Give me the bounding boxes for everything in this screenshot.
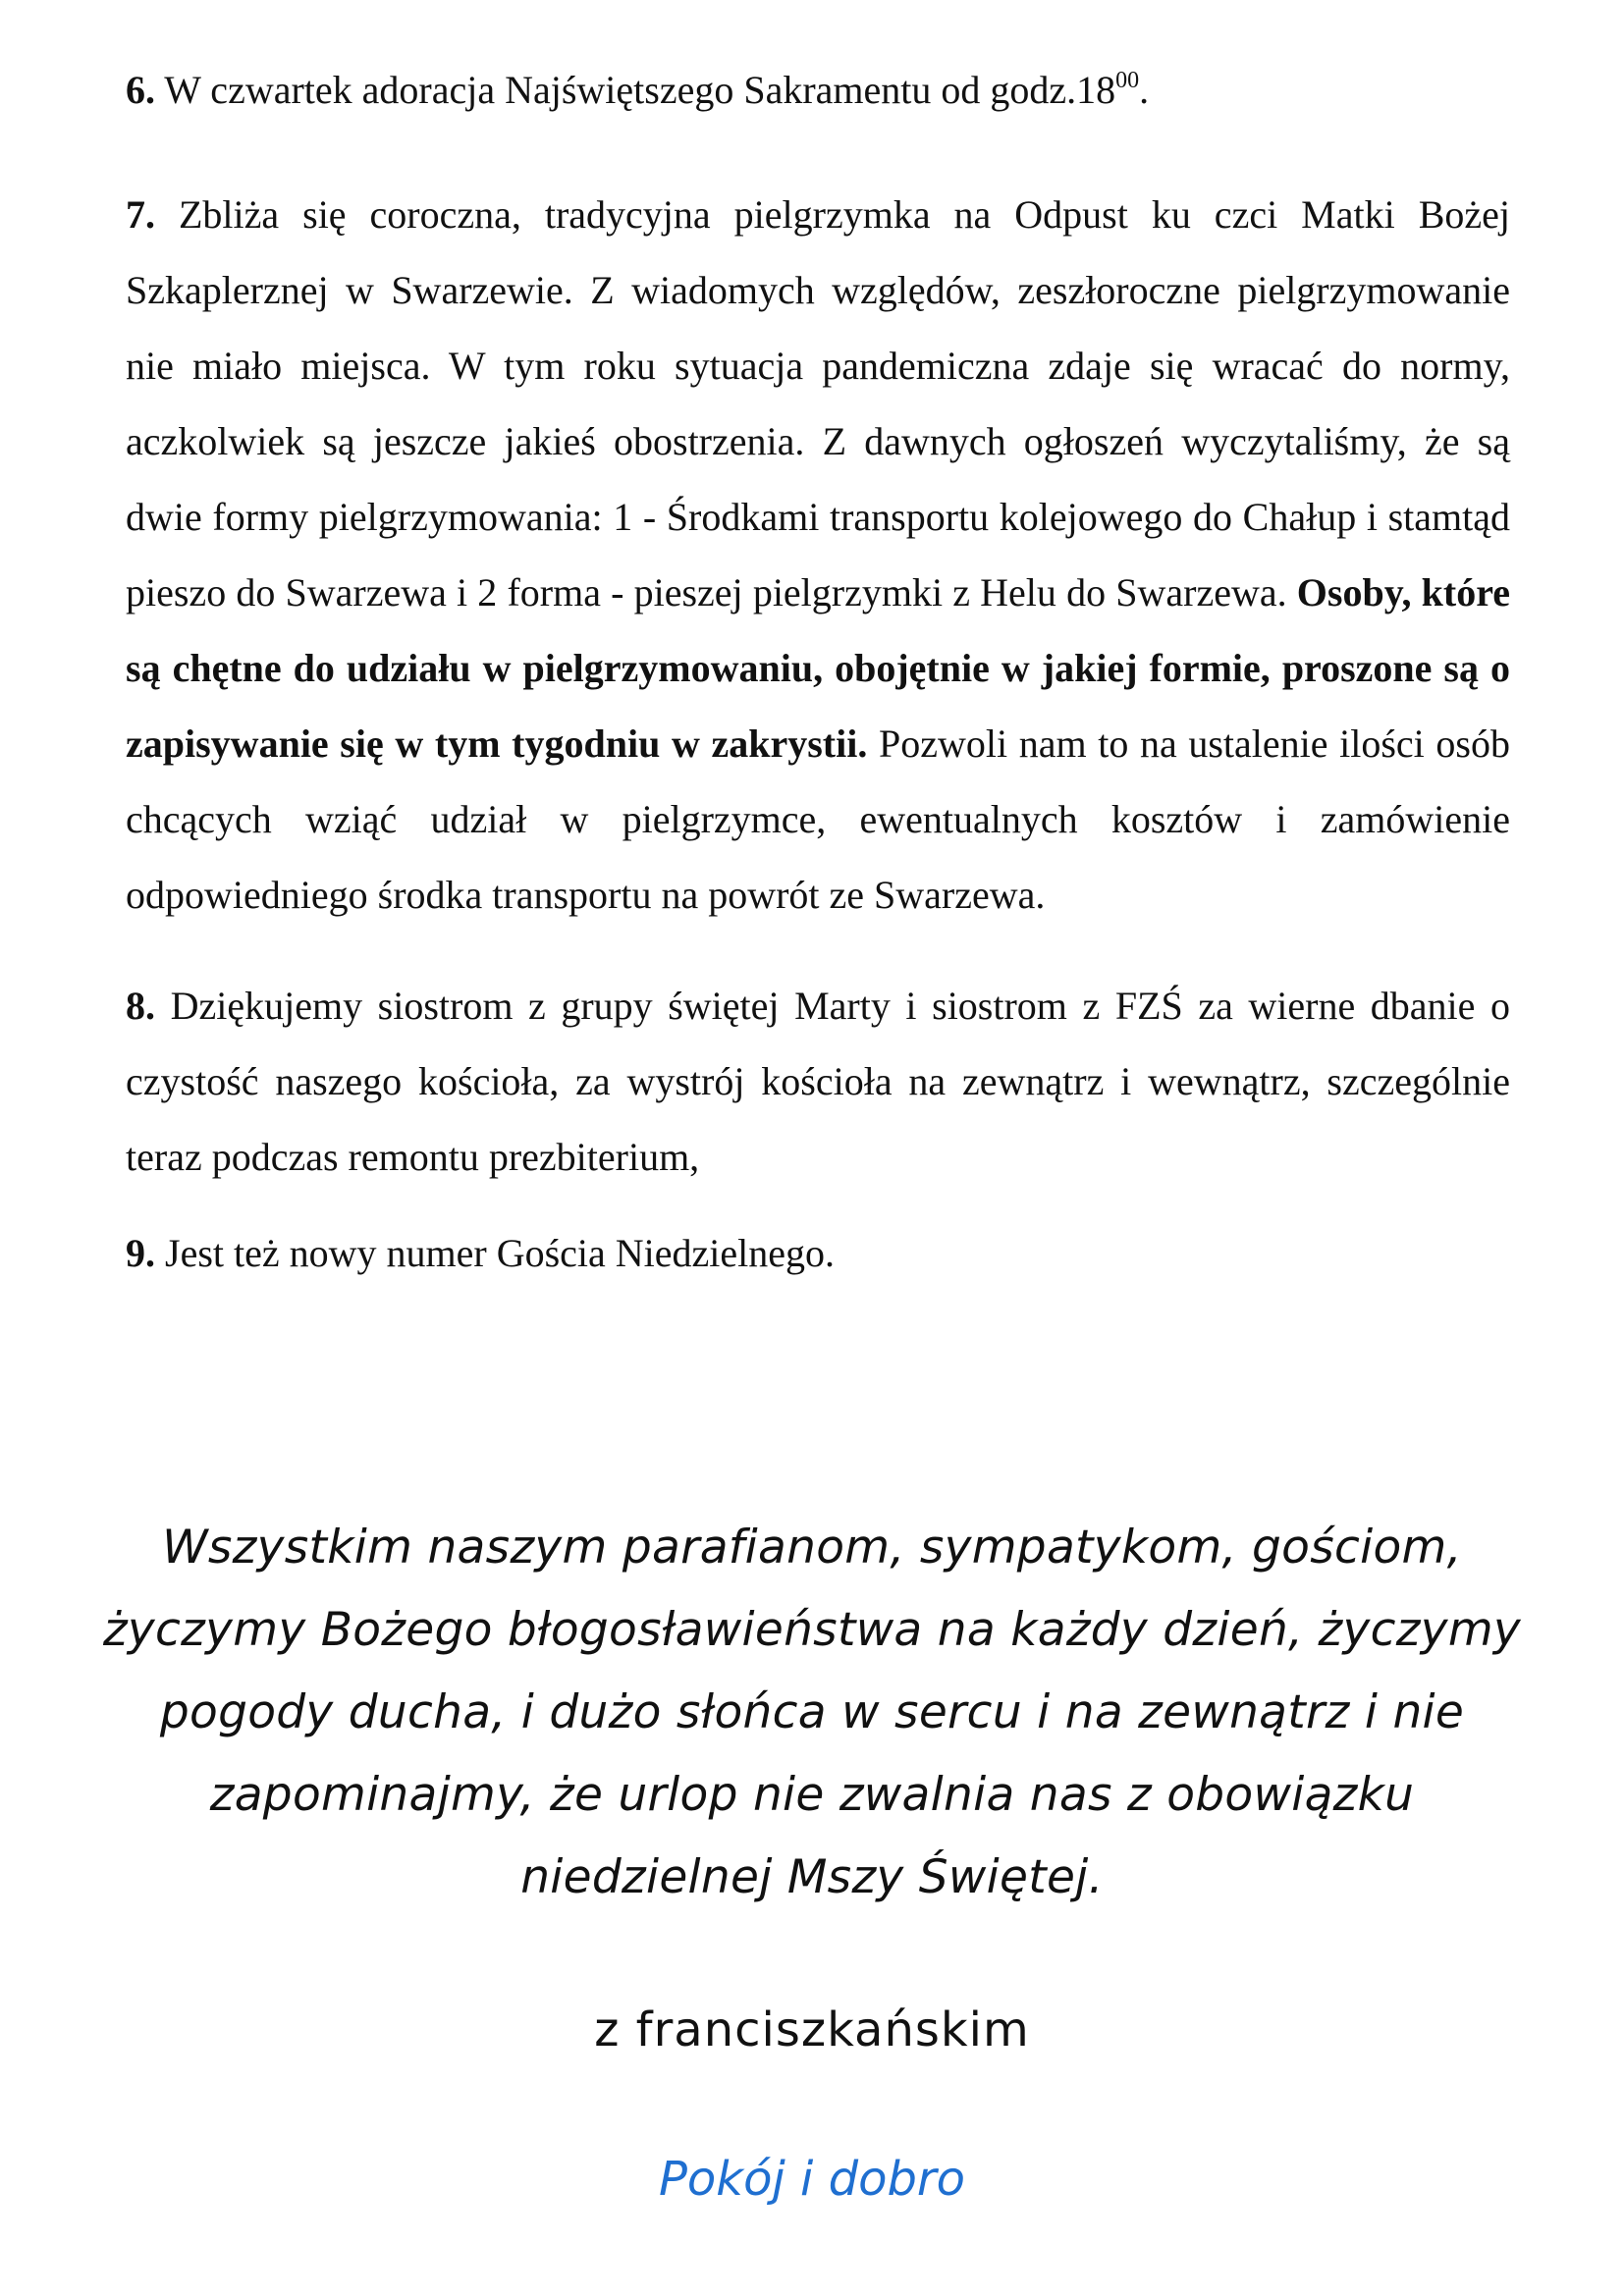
- signoff: z franciszkańskim: [594, 2002, 1030, 2057]
- announcements-list: [126, 67, 1510, 1340]
- closing-line: zapominajmy, że urlop nie zwalnia nas z obowiązku: [209, 1768, 1415, 1822]
- announcement-text-tail: .: [1139, 68, 1150, 112]
- announcement-text: Jest też nowy numer Gościa Niedzielnego.: [155, 1231, 836, 1275]
- closing-line: Wszystkim naszym parafianom, sympatykom, gościom,: [162, 1521, 1462, 1575]
- announcement-text: Dziękujemy siostrom z grupy świętej Marty i siostrom z FZŚ za wierne dbanie o czystość naszego kościoła, za wystrój kościoła na zewnątrz i wewnątrz, szczególnie teraz podczas remontu prezbiterium,: [126, 984, 1510, 1179]
- announcement-item-9: [126, 1230, 1510, 1277]
- announcement-text-after: Pozwoli nam to na ustalenie ilości osób chcących wziąć udział w pielgrzymce, ewentualnych kosztów i zamówienie odpowiedniego środka transportu na powrót ze Swarzewa.: [126, 721, 1510, 917]
- closing-line: niedzielnej Mszy Świętej.: [520, 1850, 1104, 1904]
- announcement-item-6: [126, 67, 1510, 114]
- time-superscript: 00: [1115, 68, 1140, 93]
- closing-line: życzymy Bożego błogosławieństwa na każdy dzień, życzymy: [102, 1603, 1522, 1657]
- motto: Pokój i dobro: [658, 2152, 966, 2207]
- announcement-number: 8.: [126, 984, 155, 1028]
- announcement-number: 9.: [126, 1231, 155, 1275]
- closing-wishes: [98, 1507, 1526, 1919]
- closing-line: pogody ducha, i dużo słońca w sercu i na zewnątrz i nie: [159, 1685, 1465, 1739]
- announcement-text: Zbliża się coroczna, tradycyjna pielgrzymka na Odpust ku czci Matki Bożej Szkaplerznej w Swarzewie. Z wiadomych względów, zeszłoroczne pielgrzymowanie nie miało miejsca. W tym roku sytuacja pandemiczna zdaje się wracać do normy, aczkolwiek są jeszcze jakieś obostrzenia. Z dawnych ogłoszeń wyczytaliśmy, że są dwie formy pielgrzymowania: 1 - Środkami transportu kolejowego do Chałup i stamtąd pieszo do Swarzewa i 2 forma - pieszej pielgrzymki z Helu do Swarzewa.: [126, 192, 1510, 614]
- announcement-text-bold: Osoby, które są chętne do udziału w pielgrzymowaniu, obojętnie w jakiej formie, proszone są o zapisywanie się w tym tygodniu w zakrystii.: [126, 570, 1510, 766]
- announcement-number: 6.: [126, 68, 155, 112]
- announcement-item-8: [126, 968, 1510, 1195]
- announcement-number: 7.: [126, 192, 155, 237]
- announcement-item-7: [126, 177, 1510, 933]
- announcement-text: W czwartek adoracja Najświętszego Sakramentu od godz.18: [155, 68, 1116, 112]
